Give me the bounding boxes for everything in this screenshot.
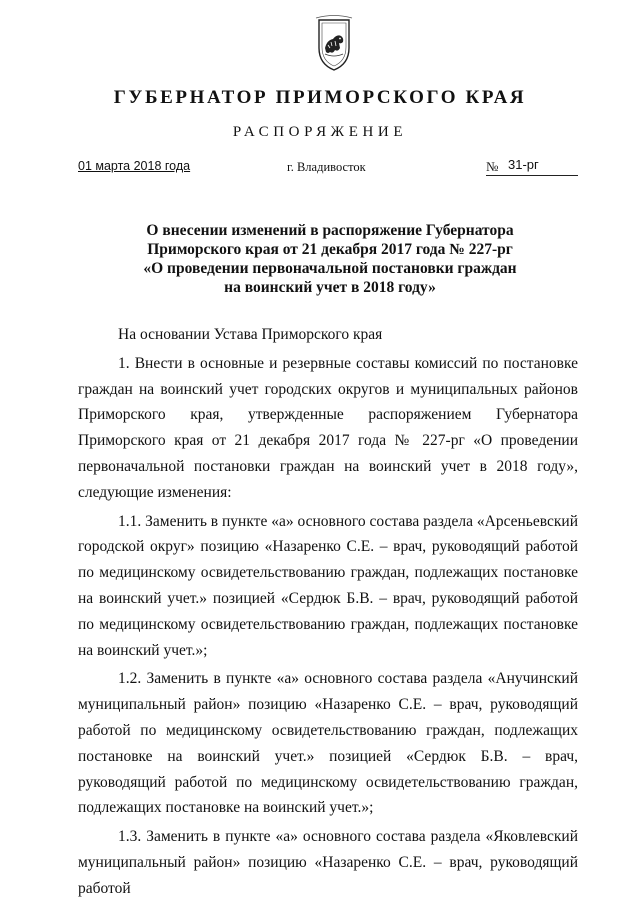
document-number: 31-рг: [508, 157, 539, 172]
document-type: РАСПОРЯЖЕНИЕ: [232, 124, 408, 140]
document-date: 01 марта 2018 года: [78, 159, 191, 173]
subject-line: Приморского края от 21 декабря 2017 года № 227-рг: [147, 241, 513, 258]
document-number-field: [486, 157, 578, 176]
org-title: ГУБЕРНАТОР ПРИМОРСКОГО КРАЯ: [113, 87, 527, 108]
paragraph-1-3: 1.3. Заменить в пункте «а» основного состава раздела «Яковлевский муниципальный район» позицию «Назаренко С.Е. – врач, руководящий работой: [78, 828, 578, 897]
document-body: [78, 322, 578, 902]
paragraph-1: 1. Внести в основные и резервные составы комиссий по постановке граждан на воинский учет городских округов и муниципальных районов Приморского края, утвержденные распоряжением Губернатора Приморского края от 21 декабря 2017 года № 227-рг «О проведении первоначальной постановки граждан на воинский учет в 2018 году», следующие изменения:: [78, 354, 578, 501]
number-sign: №: [486, 159, 499, 174]
tiger-coat-of-arms-emblem: [313, 14, 355, 72]
paragraph-1-2: 1.2. Заменить в пункте «а» основного состава раздела «Анучинский муниципальный район» позицию «Назаренко С.Е. – врач, руководящий работой по медицинскому освидетельствованию граждан, подлежащих постановке на воинский учет.» позицией «Сердюк Б.В. – врач, руководящий работой по медицинскому освидетельствованию граждан, подлежащих постановке на воинский учет.»;: [78, 670, 578, 817]
subject-line: на воинский учет в 2018 году»: [224, 279, 436, 296]
document-subject: [100, 221, 560, 297]
subject-line: «О проведении первоначальной постановки граждан: [143, 260, 517, 277]
document-city: г. Владивосток: [287, 160, 366, 174]
paragraph-1-1: 1.1. Заменить в пункте «а» основного состава раздела «Арсеньевский городской округ» позицию «Назаренко С.Е. – врач, руководящий работой по медицинскому освидетельствованию граждан, подлежащих постановке на воинский учет.» позицией «Сердюк Б.В. – врач, руководящий работой по медицинскому освидетельствованию граждан, подлежащих постановке на воинский учет.»;: [78, 512, 578, 659]
subject-line: О внесении изменений в распоряжение Губернатора: [146, 222, 514, 239]
paragraph-basis: На основании Устава Приморского края: [118, 326, 383, 343]
